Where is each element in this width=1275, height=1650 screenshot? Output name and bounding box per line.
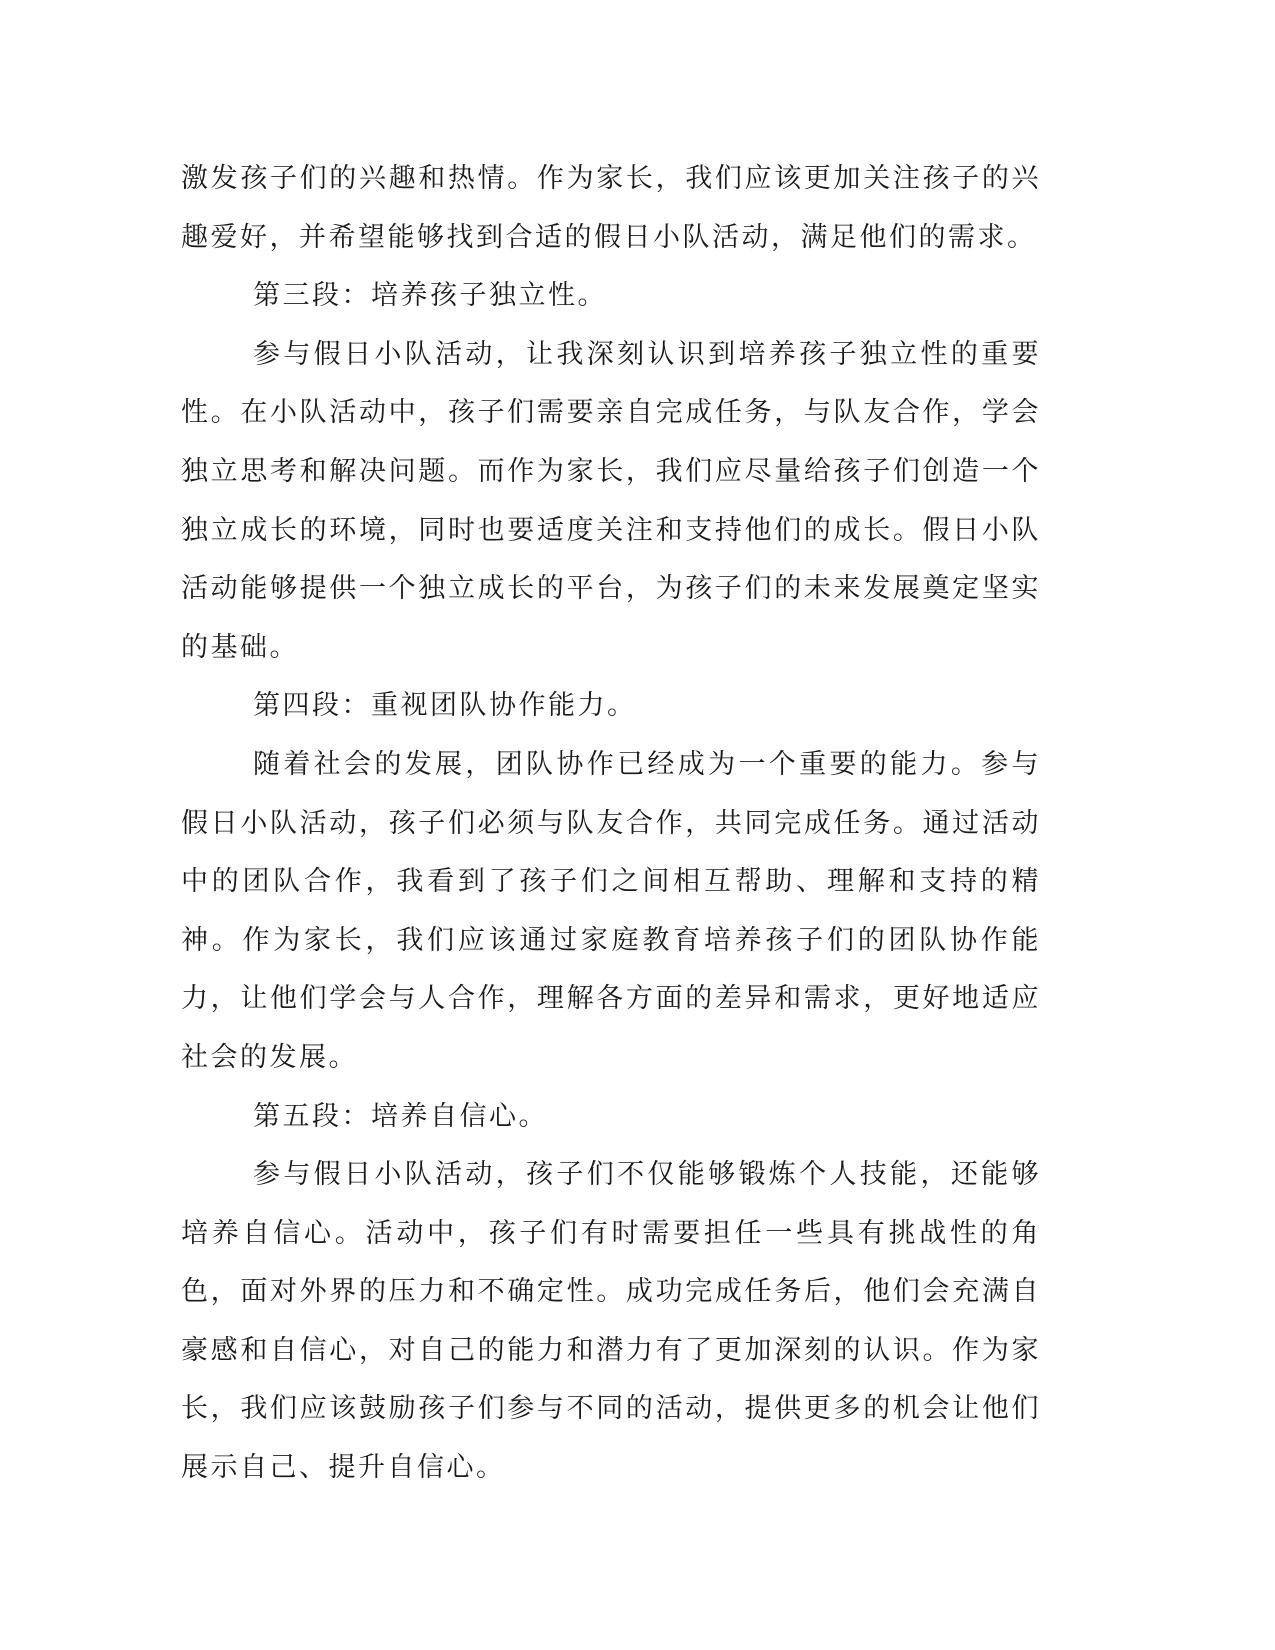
section-heading-4: 第四段：重视团队协作能力。 xyxy=(253,690,637,722)
section-heading-3: 第三段：培养孩子独立性。 xyxy=(253,280,607,312)
paragraph-continuation: 激发孩子们的兴趣和热情。作为家长，我们应该更加关注孩子的兴趣爱好，并希望能够找到合适的假日小队活动，满足他们的需求。 xyxy=(181,163,1041,253)
section-heading-5: 第五段：培养自信心。 xyxy=(253,1100,548,1132)
paragraph-teamwork: 随着社会的发展，团队协作已经成为一个重要的能力。参与假日小队活动，孩子们必须与队友合作，共同完成任务。通过活动中的团队合作，我看到了孩子们之间相互帮助、理解和支持的精神。作为家长，我们应该通过家庭教育培养孩子们的团队协作能力，让他们学会与人合作，理解各方面的差异和需求，更好地适应社会的发展。 xyxy=(181,748,1041,1073)
document-body xyxy=(181,150,1041,1498)
paragraph-confidence: 参与假日小队活动，孩子们不仅能够锻炼个人技能，还能够培养自信心。活动中，孩子们有时需要担任一些具有挑战性的角色，面对外界的压力和不确定性。成功完成任务后，他们会充满自豪感和自信心，对自己的能力和潜力有了更加深刻的认识。作为家长，我们应该鼓励孩子们参与不同的活动，提供更多的机会让他们展示自己、提升自信心。 xyxy=(181,1159,1041,1484)
paragraph-independence: 参与假日小队活动，让我深刻认识到培养孩子独立性的重要性。在小队活动中，孩子们需要亲自完成任务，与队友合作，学会独立思考和解决问题。而作为家长，我们应尽量给孩子们创造一个独立成长的环境，同时也要适度关注和支持他们的成长。假日小队活动能够提供一个独立成长的平台，为孩子们的未来发展奠定坚实的基础。 xyxy=(181,338,1041,663)
